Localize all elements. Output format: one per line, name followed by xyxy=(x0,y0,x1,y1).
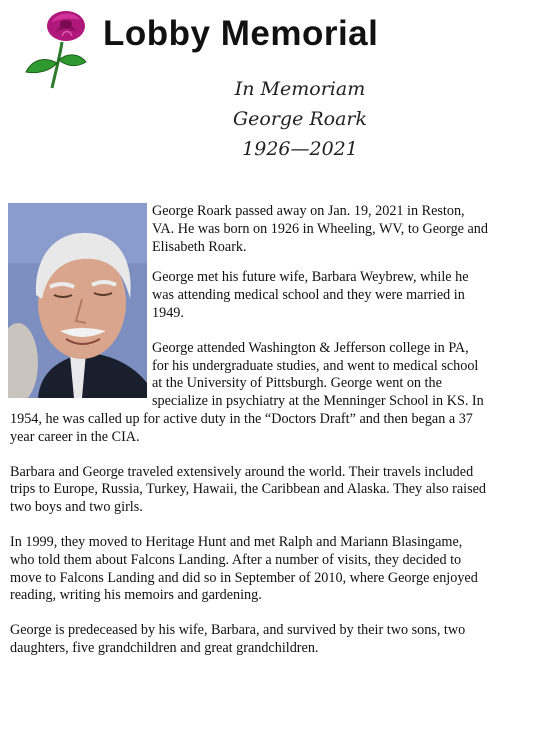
photo-wrap-spacer xyxy=(10,203,152,399)
life-years: 1926—2021 xyxy=(242,138,358,160)
in-memoriam-heading: In Memoriam xyxy=(234,78,366,100)
rose-icon xyxy=(22,8,92,90)
paragraph-marriage: George met his future wife, Barbara Weybrew, while he was attending medical school and they were married in 1949. xyxy=(152,269,469,321)
paragraph-travels: Barbara and George traveled extensively around the world. Their travels included trips to Europe, Russia, Turkey, Hawaii, the Caribbean and Alaska. They also raised two boys and two girls. xyxy=(10,463,486,516)
deceased-name: George Roark xyxy=(232,108,368,130)
paragraph-passing: George Roark passed away on Jan. 19, 2021 in Reston, VA. He was born on 1926 in Wheeling, WV, to George and Elisabeth Roark. xyxy=(152,203,488,255)
obituary-text xyxy=(10,203,488,675)
page-title: Lobby Memorial xyxy=(103,14,379,53)
paragraph-survivors: George is predeceased by his wife, Barbara, and survived by their two sons, two daughters, five grandchildren and great grandchildren. xyxy=(10,622,466,656)
paragraph-retirement: In 1999, they moved to Heritage Hunt and met Ralph and Mariann Blasingame, who told them about Falcons Landing. After a number of visits, they decided to move to Falcons Landing and did so in September of 2010, where George enjoyed reading, writing his memoirs and gardening. xyxy=(10,533,478,604)
paragraph-career: George attended Washington & Jefferson college in PA, for his undergraduate studies, and went to medical school at the University of Pittsburgh. George went on the specialize in psychiatry at the Menninger School in KS. In 1954, he was called up for active duty in the “Doctors Draft” and then began a 37 year career in the CIA. xyxy=(10,339,484,445)
